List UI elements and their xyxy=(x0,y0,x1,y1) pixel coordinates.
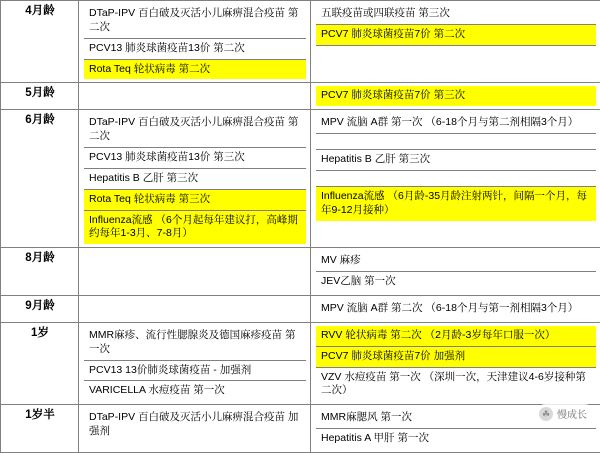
vaccine-line: Hepatitis B 乙肝 第三次 xyxy=(84,169,306,190)
vaccine-line: Hepatitis A 甲肝 第一次 xyxy=(316,429,596,449)
table-row xyxy=(1,1,600,83)
vaccine-line-highlighted: RVV 轮状病毒 第二次 （2月龄-3岁每年口服一次） xyxy=(316,326,596,347)
cell-line-stack xyxy=(84,86,306,102)
vaccine-line-highlighted: PCV7 肺炎球菌疫苗7价 第三次 xyxy=(316,86,596,106)
age-label: 4月龄 xyxy=(1,1,79,83)
schedule-cell-domestic xyxy=(311,248,600,296)
schedule-cell-domestic xyxy=(311,296,600,323)
vaccine-line: VARICELLA 水痘疫苗 第一次 xyxy=(84,381,306,401)
schedule-cell-domestic xyxy=(311,1,600,83)
vaccine-line-highlighted: Influenza流感 （6个月起每年建议打，高峰期约每年1-3月、7-8月） xyxy=(84,211,306,245)
cell-line-stack xyxy=(84,4,306,79)
vaccine-line-empty xyxy=(316,171,596,187)
vaccine-line-empty xyxy=(84,86,306,102)
watermark-label: 慢成长 xyxy=(557,406,587,421)
schedule-cell-overseas xyxy=(79,405,311,453)
table-row xyxy=(1,405,600,453)
vaccine-line: MMR麻疹、流行性腮腺炎及德国麻疹疫苗 第一次 xyxy=(84,326,306,361)
table-row xyxy=(1,296,600,323)
vaccine-line: MMR麻腮风 第一次 xyxy=(316,408,596,429)
vaccine-line-highlighted: PCV7 肺炎球菌疫苗7价 加强剂 xyxy=(316,347,596,368)
cell-line-stack xyxy=(84,408,306,442)
vaccine-line: Hepatitis B 乙肝 第三次 xyxy=(316,150,596,171)
cell-line-stack xyxy=(84,113,306,244)
cell-line-stack xyxy=(84,326,306,401)
cell-line-stack xyxy=(316,299,596,319)
vaccine-line: DTaP-IPV 百白破及灭活小儿麻痹混合疫苗 加强剂 xyxy=(84,408,306,442)
age-label: 1岁半 xyxy=(1,405,79,453)
table-body xyxy=(1,1,600,453)
cell-line-stack xyxy=(316,4,596,62)
vaccine-line: MPV 流脑 A群 第二次 （6-18个月与第一剂相隔3个月） xyxy=(316,299,596,319)
vaccine-line: JEV乙脑 第一次 xyxy=(316,272,596,292)
vaccine-line-empty xyxy=(84,299,306,315)
vaccine-line: MV 麻疹 xyxy=(316,251,596,272)
schedule-cell-overseas xyxy=(79,1,311,83)
cell-line-stack xyxy=(316,326,596,401)
cell-line-stack xyxy=(84,251,306,267)
cell-line-stack xyxy=(316,113,596,220)
vaccine-line: PCV13 肺炎球菌疫苗13价 第二次 xyxy=(84,39,306,60)
age-label: 8月龄 xyxy=(1,248,79,296)
watermark-badge xyxy=(536,404,594,423)
cell-line-stack xyxy=(316,251,596,292)
vaccine-line: 五联疫苗或四联疫苗 第三次 xyxy=(316,4,596,25)
table-row xyxy=(1,83,600,110)
vaccine-line: VZV 水痘疫苗 第一次 （深圳一次，天津建议4-6岁接种第二次） xyxy=(316,368,596,402)
schedule-cell-overseas xyxy=(79,322,311,404)
schedule-cell-overseas xyxy=(79,296,311,323)
vaccine-line: DTaP-IPV 百白破及灭活小儿麻痹混合疫苗 第二次 xyxy=(84,4,306,39)
schedule-cell-overseas xyxy=(79,83,311,110)
leaf-icon: ☘ xyxy=(539,407,553,421)
vaccine-line: DTaP-IPV 百白破及灭活小儿麻痹混合疫苗 第二次 xyxy=(84,113,306,148)
vaccine-line-empty xyxy=(316,46,596,62)
vaccine-line-empty xyxy=(84,251,306,267)
vaccine-line: PCV13 13价肺炎球菌疫苗 - 加强剂 xyxy=(84,361,306,382)
table-row xyxy=(1,322,600,404)
schedule-cell-domestic xyxy=(311,322,600,404)
cell-line-stack xyxy=(316,86,596,106)
vaccine-line-highlighted: Influenza流感 （6月龄-35月龄注射两针，间隔一个月，每年9-12月接种） xyxy=(316,187,596,221)
age-label: 9月龄 xyxy=(1,296,79,323)
age-label: 1岁 xyxy=(1,322,79,404)
table-row xyxy=(1,248,600,296)
table-row xyxy=(1,110,600,248)
schedule-cell-domestic xyxy=(311,110,600,248)
age-label: 6月龄 xyxy=(1,110,79,248)
schedule-cell-overseas xyxy=(79,248,311,296)
vaccine-line-empty xyxy=(316,134,596,150)
vaccine-line-highlighted: Rota Teq 轮状病毒 第三次 xyxy=(84,190,306,211)
vaccine-line: MPV 流脑 A群 第一次 （6-18个月与第二剂相隔3个月） xyxy=(316,113,596,134)
cell-line-stack xyxy=(84,299,306,315)
vaccine-line: PCV13 肺炎球菌疫苗13价 第三次 xyxy=(84,148,306,169)
schedule-cell-domestic xyxy=(311,83,600,110)
age-label: 5月龄 xyxy=(1,83,79,110)
schedule-cell-overseas xyxy=(79,110,311,248)
vaccine-line-highlighted: Rota Teq 轮状病毒 第二次 xyxy=(84,60,306,80)
vaccine-line-highlighted: PCV7 肺炎球菌疫苗7价 第二次 xyxy=(316,25,596,46)
